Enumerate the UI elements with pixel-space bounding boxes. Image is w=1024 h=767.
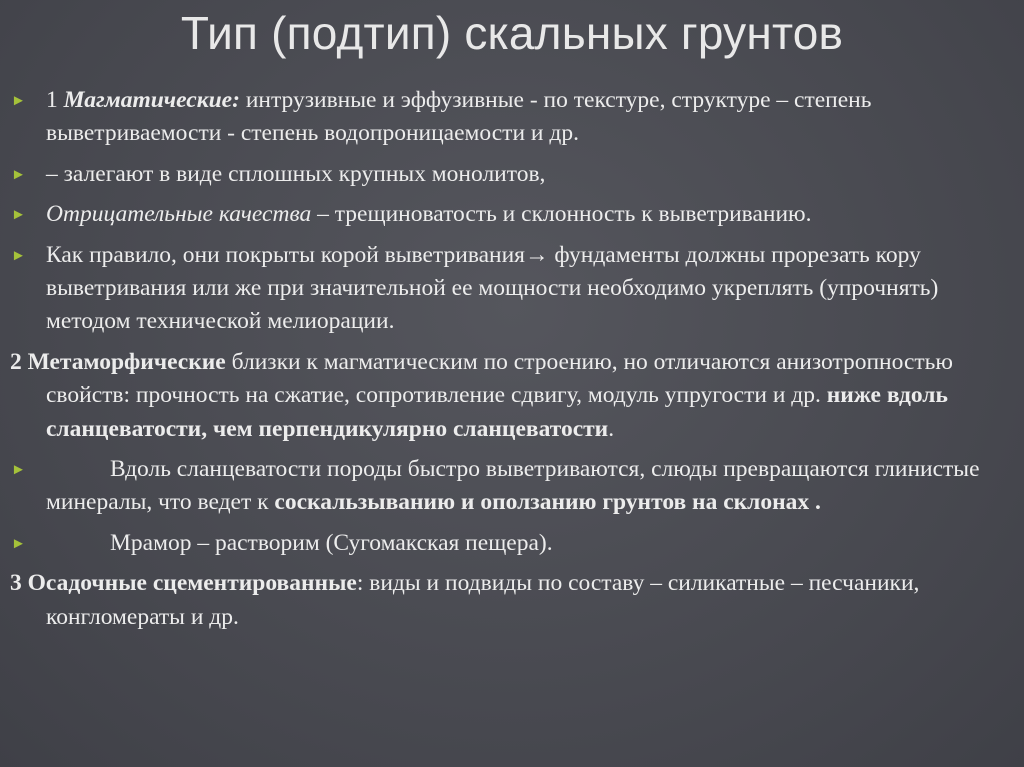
list-item: ► – залегают в виде сплошных крупных монолитов, <box>10 158 1010 191</box>
triangle-bullet-icon: ► <box>11 247 26 264</box>
term-magmatic: Магматические: <box>63 87 240 113</box>
list-item: ► Вдоль сланцеватости породы быстро выветриваются, слюды превращаются глинистые минералы, что ведет к соскальзыванию и оползанию грунтов на склонах . <box>11 456 980 516</box>
triangle-bullet-icon: ► <box>11 166 26 183</box>
list-item: ► 1 Магматические: интрузивные и эффузивные - по текстуре, структуре – степень выветриваемости - степень водопроницаемости и др. <box>11 87 872 147</box>
triangle-bullet-icon: ► <box>11 207 26 224</box>
list-item: 2 Метаморфические близки к магматическим по строению, но отличаются анизотропностью свойств: прочность на сжатие, сопротивление сдвигу, модуль упругости и др. ниже вдоль сланцеватости, чем перпендикулярно сланцеватости. <box>10 348 953 442</box>
slide-content <box>10 84 1010 641</box>
triangle-bullet-icon: ► <box>11 462 26 479</box>
slide-title: Тип (подтип) скальных грунтов <box>180 7 844 59</box>
list-item: ► Отрицательные качества – трещиноватость и склонность к выветриванию. <box>10 198 1010 231</box>
triangle-bullet-icon: ► <box>11 535 26 552</box>
list-item: ► Как правило, они покрыты корой выветривания→ фундаменты должны прорезать кору выветривания или же при значительной ее мощности необходимо укреплять (упрочнять) методом технической мелиорации. <box>11 241 939 335</box>
triangle-bullet-icon: ► <box>11 93 26 109</box>
list-item: 3 Осадочные сцементированные: виды и подвиды по составу – силикатные – песчаники, конгломераты и др. <box>10 570 920 630</box>
term-negative-qualities: Отрицательные качества <box>46 201 312 228</box>
term-metamorphic: 2 Метаморфические <box>10 348 226 375</box>
term-sedimentary: 3 Осадочные сцементированные <box>10 570 357 597</box>
list-item: ► Мрамор – растворим (Сугомакская пещера). <box>10 527 1010 560</box>
